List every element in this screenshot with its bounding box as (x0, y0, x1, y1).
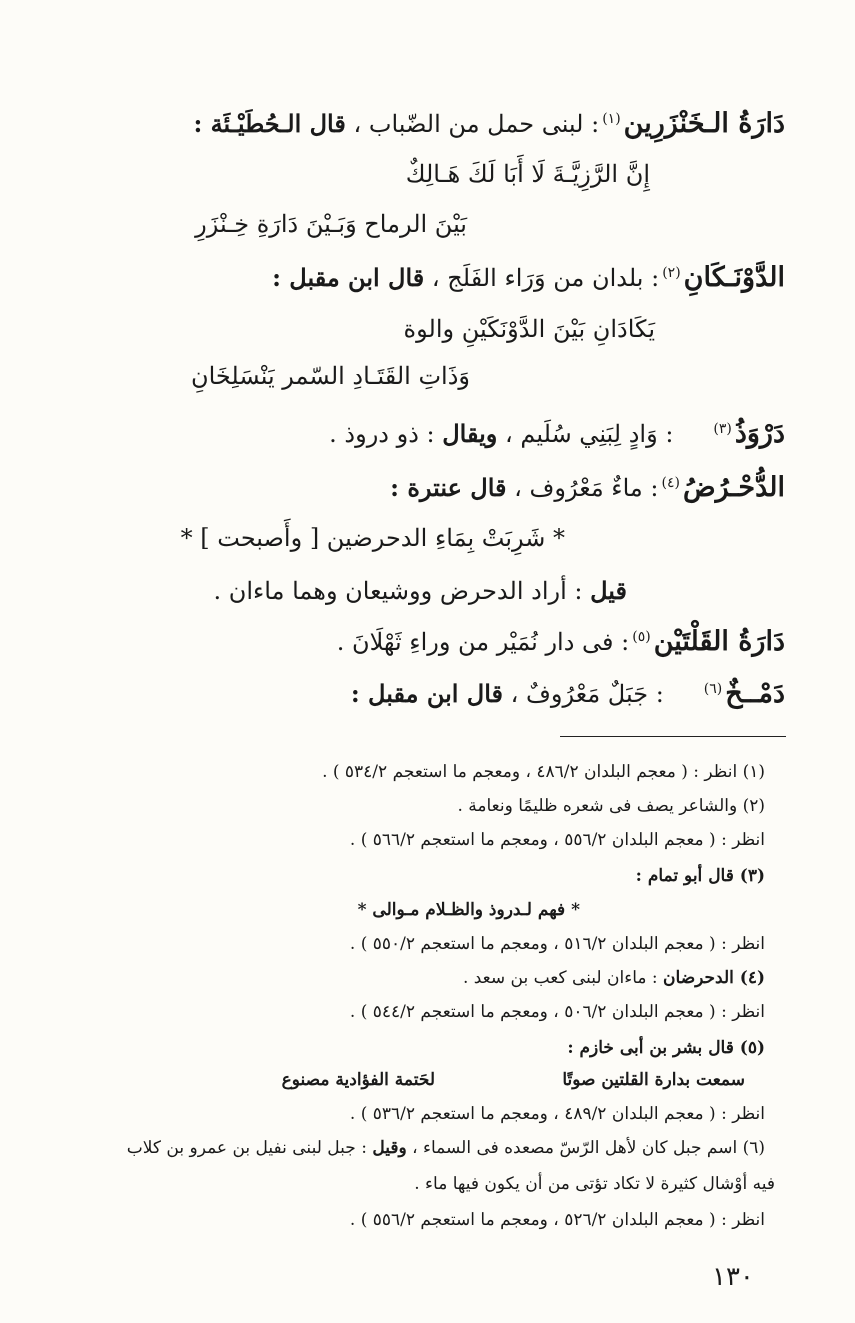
footnote-ref: (٣) (713, 421, 732, 437)
footnote-3-verse: * فهم لـدروذ والظـلام مـوالى * (357, 900, 580, 920)
entry-headword: دَرْوَذُ (734, 418, 785, 449)
entry-headword: الدَّوْنَـكَانِ (683, 262, 785, 293)
entry-darwadh (329, 418, 785, 449)
footnote-5b: انظر : ( معجم البلدان ٤٨٩/٢ ، ومعجم ما استعجم ٥٣٦/٢ ) . (349, 1104, 765, 1124)
footnote-6b: فيه أوْشال كثيرة لا تكاد تؤتى من أن يكون فيها ماء . (414, 1174, 775, 1194)
entry-darat-alqaltayn (337, 626, 785, 657)
entry-text: : أراد الدحرض ووشيعان وهما ماءان . (213, 577, 583, 605)
footnote-3a: (٣) قال أبو تمام : (635, 866, 765, 886)
entry-aldawnakan (272, 262, 785, 293)
entry-poet: قال الـحُطَيْـئَة : (193, 109, 346, 138)
entry-darat-alkhanzarin (193, 108, 785, 139)
qeel-label: قيل (590, 576, 627, 605)
footnote-4b: انظر : ( معجم البلدان ٥٠٦/٢ ، ومعجم ما استعجم ٥٤٤/٢ ) . (349, 1002, 765, 1022)
entry-text: : بلدان من وَرَاء الفَلَج ، (424, 264, 660, 292)
footnote-ref: (٦) (703, 681, 723, 697)
verse-line: وَذَاتِ القَتَـادِ السّمر يَنْسَلِخَانِ (190, 362, 470, 390)
entry-text: : فى دار نُمَيْر من وراءِ ثَهْلَانَ . (336, 628, 630, 656)
footnote-2a: (٢) والشاعر يصف فى شعره ظليمًا ونعامة . (457, 796, 765, 816)
verse-line: يَكَادَانِ بَيْنَ الدَّوْنَكَيْنِ والوة (403, 315, 655, 343)
footnote-separator (560, 736, 786, 737)
verse-line: إِنَّ الرَّزِيَّـةَ لَا أَبَا لَكَ هَـالِكٌ (405, 160, 650, 188)
entry-text: : جَبَلٌ مَعْرُوفٌ ، (503, 680, 664, 708)
footnote-6-text: : جبل لبنى نفيل بن عمرو بن كلاب (126, 1138, 367, 1158)
footnote-ref: (٥) (632, 629, 651, 645)
footnote-5-verse-2: لحَتمة الفؤادية مصنوع (281, 1070, 435, 1090)
entry-qeel-line (213, 576, 627, 605)
footnote-5a: (٥) قال بشر بن أبى خازم : (567, 1038, 765, 1058)
entry-poet: قال ابن مقبل : (272, 263, 425, 292)
footnote-6a (127, 1138, 765, 1158)
entry-text: : لبنى حمل من الضّباب ، (345, 110, 600, 138)
footnote-ref: (١) (602, 111, 621, 127)
footnote-5-verse-1: سمعت بدارة القلتين صوتًا (562, 1070, 745, 1090)
footnote-4a (463, 968, 765, 988)
footnote-6-text: (٦) اسم جبل كان لأهل الرّسّ مصعده فى السماء ، (406, 1138, 765, 1158)
footnote-2b: انظر : ( معجم البلدان ٥٥٦/٢ ، ومعجم ما استعجم ٥٦٦/٢ ) . (349, 830, 765, 850)
footnote-1: (١) انظر : ( معجم البلدان ٤٨٦/٢ ، ومعجم ما استعجم ٥٣٤/٢ ) . (322, 762, 765, 782)
footnote-6c: انظر : ( معجم البلدان ٥٢٦/٢ ، ومعجم ما استعجم ٥٥٦/٢ ) . (349, 1210, 765, 1230)
verse-line: بَيْنَ الرماح وَبَـيْنَ دَارَةِ خِـنْزَرِ (195, 210, 467, 238)
page-number: ١٣٠ (712, 1262, 754, 1292)
entry-text: : ماءٌ مَعْرُوف ، (506, 474, 659, 502)
entry-headword: دَارَةُ القَلْتَيْن (653, 626, 785, 657)
entry-damkh (351, 678, 785, 709)
entry-say: ويقال (442, 419, 498, 448)
entry-headword: دَارَةُ الـخَنْزَرِين (623, 108, 785, 139)
entry-headword: دَمْــخٌ (725, 678, 785, 709)
footnote-6-qeel: وقيل (372, 1138, 407, 1158)
footnote-4-label: (٤) الدحرضان (663, 968, 765, 988)
entry-text: : ذو دروذ . (329, 420, 435, 448)
footnote-ref: (٤) (661, 475, 680, 491)
entry-poet: قال عنترة : (390, 473, 507, 502)
footnote-3b: انظر : ( معجم البلدان ٥١٦/٢ ، ومعجم ما استعجم ٥٥٠/٢ ) . (349, 934, 765, 954)
entry-text: : وَادٍ لِبَنِي سُلَيم ، (497, 420, 674, 448)
footnote-ref: (٢) (662, 265, 681, 281)
entry-poet: قال ابن مقبل : (350, 679, 504, 708)
entry-aldahrud (390, 472, 785, 503)
footnote-4-text: : ماءان لبنى كعب بن سعد . (462, 968, 658, 988)
entry-headword: الدُّحْـرُضُ (682, 472, 785, 503)
verse-line: * شَرِبَتْ بِمَاءِ الدحرضين [ وأَصبحت ] * (180, 524, 565, 552)
